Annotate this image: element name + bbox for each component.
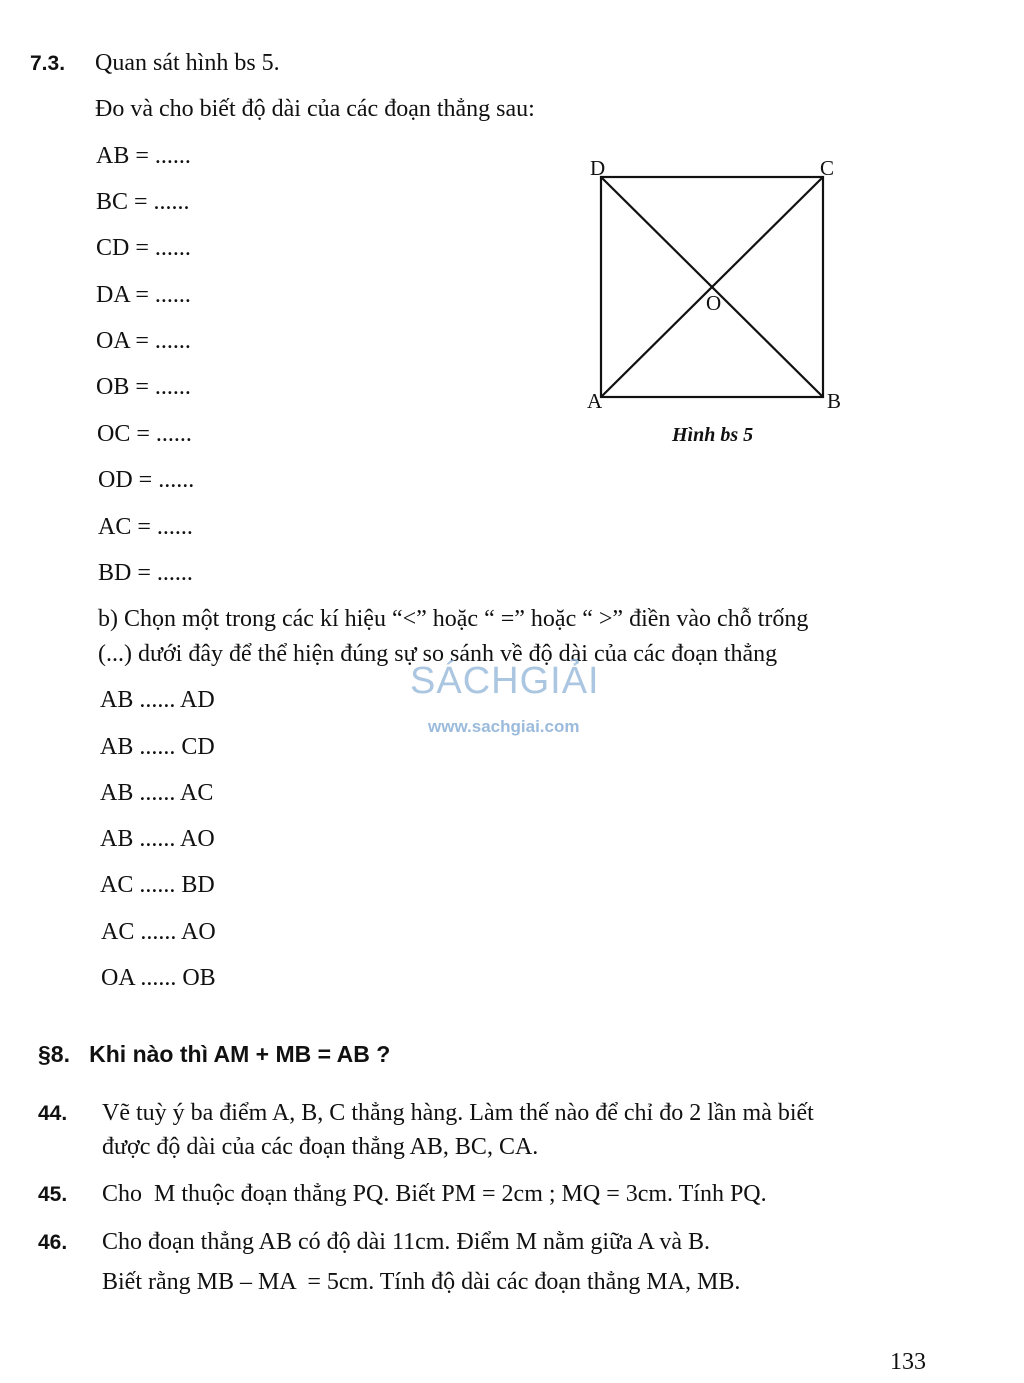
comparison-line: AC ...... BD <box>100 872 215 898</box>
comparison-line: AB ...... AC <box>100 780 214 806</box>
measure-line: AC = ...... <box>98 514 193 540</box>
part-b-line: (...) dưới đây để thể hiện đúng sự so sánh về độ dài của các đoạn thẳng <box>98 641 778 667</box>
measure-line: OA = ...... <box>96 328 191 354</box>
comparison-line: AB ...... AD <box>100 687 215 713</box>
exercise-number: 7.3. <box>30 52 66 75</box>
measure-line: AB = ...... <box>96 143 191 169</box>
comparison-line: AC ...... AO <box>101 919 216 945</box>
section-heading: §8. Khi nào thì AM + MB = AB ? <box>38 1041 391 1067</box>
problem-text: Vẽ tuỳ ý ba điểm A, B, C thẳng hàng. Làm thế nào để chỉ đo 2 lần mà biết <box>102 1100 814 1126</box>
problem-text: Cho M thuộc đoạn thẳng PQ. Biết PM = 2cm ; MQ = 3cm. Tính PQ. <box>102 1181 767 1207</box>
problem-text: được độ dài của các đoạn thẳng AB, BC, CA. <box>102 1134 539 1160</box>
measure-line: OD = ...... <box>98 467 195 493</box>
measure-line: OB = ...... <box>96 374 191 400</box>
comparison-line: AB ...... CD <box>100 734 215 760</box>
measure-line: CD = ...... <box>96 235 191 261</box>
problem-number: 44. <box>38 1102 68 1125</box>
label-d: D <box>590 156 606 180</box>
exercise-prompt: Đo và cho biết độ dài của các đoạn thẳng sau: <box>95 96 535 122</box>
problem-text: Biết rằng MB – MA = 5cm. Tính độ dài các đoạn thẳng MA, MB. <box>102 1269 741 1295</box>
comparison-line: OA ...... OB <box>101 965 216 991</box>
label-o: O <box>706 291 722 315</box>
part-b-line: b) Chọn một trong các kí hiệu “<” hoặc “ =” hoặc “ >” điền vào chỗ trống <box>98 606 809 632</box>
problem-text: Cho đoạn thẳng AB có độ dài 11cm. Điểm M nằm giữa A và B. <box>102 1229 711 1255</box>
figure-caption: Hình bs 5 <box>672 424 754 446</box>
watermark-logo: SÁCHGIẢI <box>410 660 600 702</box>
label-c: C <box>820 156 835 180</box>
label-b: B <box>827 389 842 413</box>
label-a: A <box>587 389 603 413</box>
measure-line: OC = ...... <box>97 421 192 447</box>
problem-number: 45. <box>38 1183 68 1206</box>
exercise-title: Quan sát hình bs 5. <box>95 50 280 76</box>
problem-number: 46. <box>38 1231 68 1254</box>
comparison-line: AB ...... AO <box>100 826 215 852</box>
measure-line: BD = ...... <box>98 560 193 586</box>
measure-line: DA = ...... <box>96 282 191 308</box>
watermark-url: www.sachgiai.com <box>428 717 580 736</box>
square-figure <box>570 150 870 450</box>
page-number: 133 <box>890 1349 926 1375</box>
measure-line: BC = ...... <box>96 189 190 215</box>
